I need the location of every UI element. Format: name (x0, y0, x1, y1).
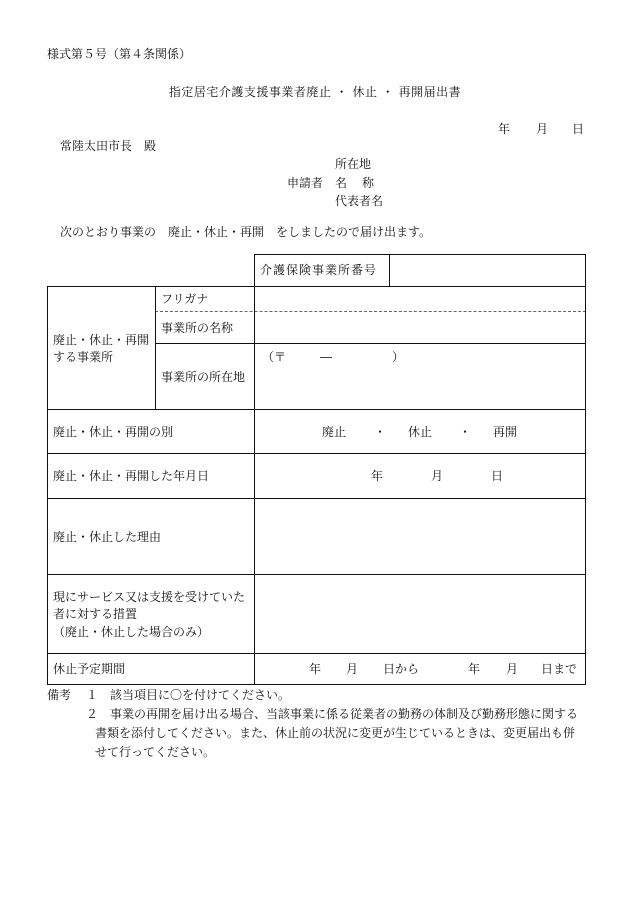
period-to-day: 日まで (541, 662, 578, 676)
period-to-month: 月 (506, 662, 519, 676)
table-line (47, 653, 586, 654)
note-2-line1: ２ 事業の再開を届け出る場合、当該事業に係る従業者の勤務の体制及び勤務形態に関する (86, 707, 579, 721)
postal-open: （〒 (262, 350, 287, 364)
note-1: １ 該当項目に〇を付けてください。 (86, 688, 291, 702)
table-line (47, 409, 586, 410)
type-option-suspend[interactable]: 休止 (408, 425, 433, 439)
table-line (47, 286, 48, 685)
measures-label-line1: 現にサービス又は支援を受けていた (53, 590, 246, 604)
measures-label-line2: 者に対する措置 (53, 607, 138, 621)
table-line (47, 453, 586, 454)
office-address-label: 事業所の所在地 (161, 370, 246, 384)
measures-label-line3: （廃止・休止した場合のみ） (53, 625, 210, 639)
date-label: 廃止・休止・再開した年月日 (53, 469, 210, 483)
period-to-year: 年 (468, 662, 481, 676)
office-address-field[interactable] (255, 365, 585, 408)
office-name-field[interactable] (255, 312, 585, 343)
date-day-label: 日 (572, 122, 585, 136)
table-line (155, 343, 586, 344)
furigana-field[interactable] (255, 287, 585, 311)
date-year-label: 年 (498, 122, 511, 136)
period-from-day: 日から (383, 662, 420, 676)
period-label: 休止予定期間 (53, 662, 126, 676)
insurance-number-field[interactable] (390, 255, 585, 286)
form-number: 様式第５号（第４条関係） (47, 47, 192, 61)
type-separator: ・ (459, 425, 472, 439)
applicant-role-label: 申請者 (287, 176, 324, 190)
postal-dash: ― (320, 350, 332, 364)
table-line (47, 684, 586, 685)
notes-label: 備考 (47, 688, 72, 702)
measures-field[interactable] (255, 575, 585, 653)
type-label: 廃止・休止・再開の別 (53, 425, 174, 439)
type-option-resume[interactable]: 再開 (493, 425, 518, 439)
type-option-abolish[interactable]: 廃止 (322, 425, 347, 439)
office-name-label: 事業所の名称 (161, 321, 234, 335)
applicant-representative-label: 代表者名 (335, 194, 384, 208)
intro-text: 次のとおり事業の 廃止・休止・再開 をしましたので届け出ます。 (60, 225, 432, 239)
date-month-label: 月 (536, 122, 549, 136)
period-from-year: 年 (309, 662, 322, 676)
table-line (155, 286, 156, 409)
date-year: 年 (371, 469, 384, 483)
reason-field[interactable] (255, 499, 585, 574)
applicant-name-label-2: 称 (362, 176, 375, 190)
postal-close: ） (392, 350, 405, 364)
applicant-name-label-1: 名 (335, 176, 348, 190)
addressee: 常陸太田市長 殿 (60, 139, 157, 153)
insurance-number-label: 介護保険事業所番号 (260, 263, 378, 277)
period-from-month: 月 (346, 662, 359, 676)
note-2-line3: せて行ってください。 (95, 745, 216, 759)
date-day: 日 (491, 469, 504, 483)
table-line (585, 254, 586, 685)
type-separator: ・ (374, 425, 387, 439)
note-2-line2: 書類を添付してください。また、休止前の状況に変更が生じているときは、変更届出も併 (95, 726, 576, 740)
furigana-label: フリガナ (161, 292, 209, 306)
office-label-line2: する事業所 (53, 350, 114, 364)
applicant-location-label: 所在地 (335, 157, 372, 171)
document-title: 指定居宅介護支援事業者廃止 ・ 休止 ・ 再開届出書 (168, 85, 462, 99)
office-label-line1: 廃止・休止・再開 (53, 333, 150, 347)
reason-label: 廃止・休止した理由 (53, 530, 162, 544)
date-month: 月 (431, 469, 444, 483)
